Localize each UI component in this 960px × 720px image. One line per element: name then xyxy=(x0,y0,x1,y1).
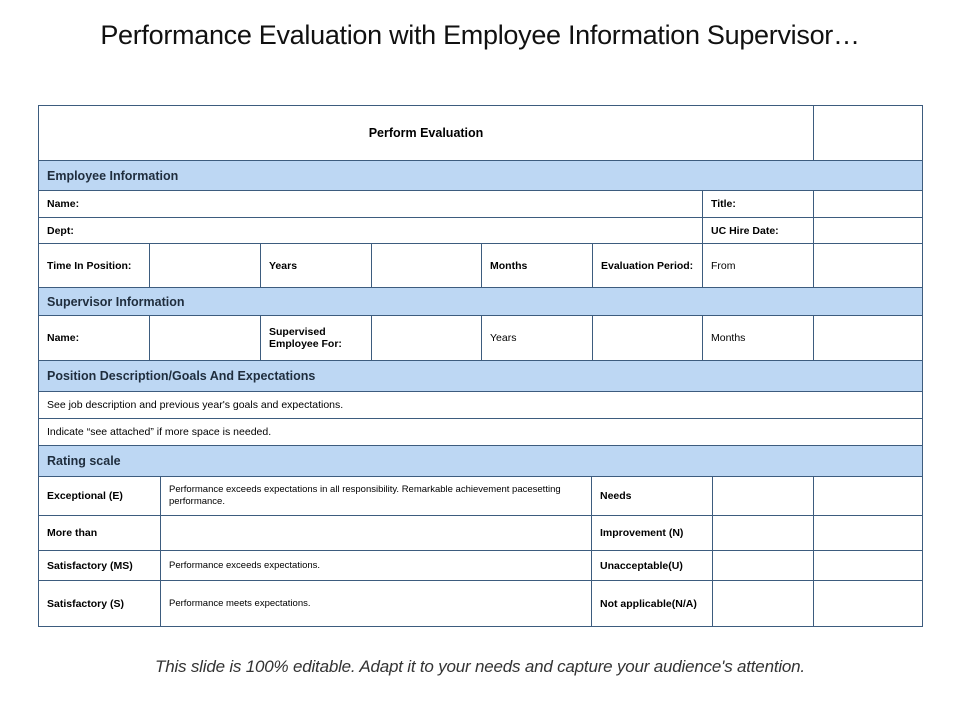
position-description-line-2[interactable]: Indicate “see attached” if more space is needed. xyxy=(38,418,923,446)
blank-cell[interactable] xyxy=(813,105,923,161)
supervisor-name-label: Name: xyxy=(38,315,150,361)
supervised-months-field[interactable] xyxy=(592,315,703,361)
supervised-years-label: Years xyxy=(481,315,593,361)
supervisor-info-header: Supervisor Information xyxy=(38,287,923,316)
months-label: Months xyxy=(481,243,593,288)
rating-input-cell[interactable] xyxy=(712,550,814,581)
rating-input-cell[interactable] xyxy=(712,515,814,551)
rating-input-cell[interactable] xyxy=(813,580,923,627)
time-in-position-years-field[interactable] xyxy=(149,243,261,288)
time-in-position-months-field[interactable] xyxy=(371,243,482,288)
rating-right-label-not-applicable: Not applicable(N/A) xyxy=(591,580,713,627)
rating-input-cell[interactable] xyxy=(813,515,923,551)
position-description-header: Position Description/Goals And Expectations xyxy=(38,360,923,392)
rating-label-exceptional: Exceptional (E) xyxy=(38,476,161,516)
employee-title-field[interactable] xyxy=(813,190,923,218)
evaluation-from-field[interactable] xyxy=(813,243,923,288)
slide-footer-caption: This slide is 100% editable. Adapt it to your needs and capture your audience's attention. xyxy=(155,657,805,676)
hire-date-field[interactable] xyxy=(813,217,923,244)
rating-right-label-unacceptable: Unacceptable(U) xyxy=(591,550,713,581)
supervised-for-label: Supervised Employee For: xyxy=(260,315,372,361)
slide-title: Performance Evaluation with Employee Information Supervisor… xyxy=(100,20,860,50)
from-label: From xyxy=(702,243,814,288)
years-label: Years xyxy=(260,243,372,288)
hire-date-label: UC Hire Date: xyxy=(702,217,814,244)
rating-input-cell[interactable] xyxy=(712,476,814,516)
time-in-position-label: Time In Position: xyxy=(38,243,150,288)
rating-label-satisfactory-ms: Satisfactory (MS) xyxy=(38,550,161,581)
blank-cell[interactable] xyxy=(813,315,923,361)
employee-dept-field[interactable]: Dept: xyxy=(38,217,703,244)
rating-label-satisfactory-s: Satisfactory (S) xyxy=(38,580,161,627)
rating-description-exceptional: Performance exceeds expectations in all responsibility. Remarkable achievement pacesetting performance. xyxy=(160,476,592,516)
rating-input-cell[interactable] xyxy=(712,580,814,627)
employee-info-header: Employee Information xyxy=(38,160,923,191)
evaluation-period-label: Evaluation Period: xyxy=(592,243,703,288)
supervised-months-label: Months xyxy=(702,315,814,361)
position-description-line-1[interactable]: See job description and previous year's goals and expectations. xyxy=(38,391,923,419)
rating-input-cell[interactable] xyxy=(813,550,923,581)
supervisor-name-field[interactable] xyxy=(149,315,261,361)
rating-right-label-needs: Needs xyxy=(591,476,713,516)
rating-input-cell[interactable] xyxy=(813,476,923,516)
rating-description-satisfactory-ms: Performance exceeds expectations. xyxy=(160,550,592,581)
rating-description-satisfactory-s: Performance meets expectations. xyxy=(160,580,592,627)
employee-title-label: Title: xyxy=(702,190,814,218)
rating-scale-header: Rating scale xyxy=(38,445,923,477)
form-main-title: Perform Evaluation xyxy=(38,105,814,161)
supervised-years-field[interactable] xyxy=(371,315,482,361)
rating-right-label-improvement: Improvement (N) xyxy=(591,515,713,551)
rating-label-more-than: More than xyxy=(38,515,161,551)
rating-description-more-than xyxy=(160,515,592,551)
employee-name-field[interactable]: Name: xyxy=(38,190,703,218)
